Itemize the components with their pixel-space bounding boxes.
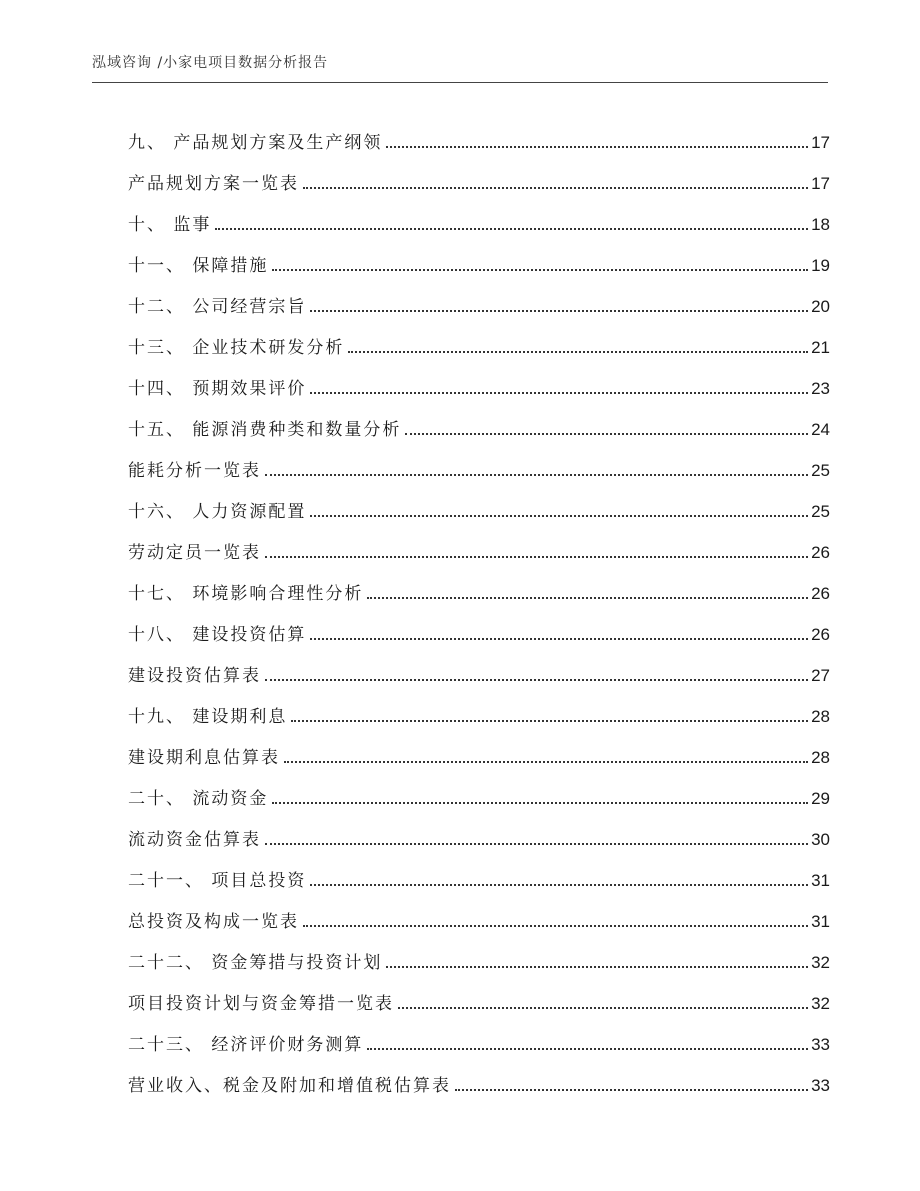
toc-leader-dots — [265, 843, 808, 845]
toc-leader-dots — [310, 515, 808, 517]
toc-leader-dots — [303, 187, 808, 189]
toc-entry-title: 十、 监事 — [128, 215, 212, 235]
toc-entry-title: 流动资金估算表 — [128, 830, 261, 850]
toc-entry-title: 十一、 保障措施 — [128, 256, 269, 276]
toc-entry[interactable] — [128, 858, 830, 899]
toc-entry-page-number: 33 — [811, 1076, 830, 1095]
toc-entry[interactable] — [128, 366, 830, 407]
toc-entry-title: 能耗分析一览表 — [128, 461, 261, 481]
toc-entry[interactable] — [128, 571, 830, 612]
toc-leader-dots — [215, 228, 808, 230]
toc-entry-title: 十八、 建设投资估算 — [128, 625, 307, 645]
toc-entry[interactable] — [128, 940, 830, 981]
toc-entry-page-number: 20 — [811, 297, 830, 316]
toc-leader-dots — [405, 433, 808, 435]
toc-entry-page-number: 21 — [811, 338, 830, 357]
toc-entry-title: 建设投资估算表 — [128, 666, 261, 686]
toc-entry-page-number: 26 — [811, 625, 830, 644]
toc-entry[interactable] — [128, 202, 830, 243]
toc-leader-dots — [386, 146, 808, 148]
toc-entry[interactable] — [128, 612, 830, 653]
toc-entry-page-number: 31 — [811, 912, 830, 931]
toc-entry[interactable] — [128, 243, 830, 284]
toc-entry-title: 项目投资计划与资金筹措一览表 — [128, 994, 394, 1014]
toc-entry-title: 十二、 公司经营宗旨 — [128, 297, 307, 317]
toc-entry[interactable] — [128, 653, 830, 694]
toc-leader-dots — [310, 392, 808, 394]
toc-entry-page-number: 26 — [811, 543, 830, 562]
toc-entry-page-number: 23 — [811, 379, 830, 398]
toc-entry-page-number: 24 — [811, 420, 830, 439]
toc-leader-dots — [284, 761, 808, 763]
toc-leader-dots — [265, 474, 808, 476]
toc-entry-title: 二十三、 经济评价财务测算 — [128, 1035, 364, 1055]
toc-leader-dots — [310, 310, 808, 312]
toc-leader-dots — [265, 679, 808, 681]
toc-leader-dots — [386, 966, 808, 968]
toc-leader-dots — [455, 1089, 808, 1091]
toc-entry[interactable] — [128, 1063, 830, 1104]
toc-leader-dots — [291, 720, 808, 722]
toc-entry-page-number: 18 — [811, 215, 830, 234]
toc-entry-title: 十九、 建设期利息 — [128, 707, 288, 727]
toc-entry-page-number: 17 — [811, 133, 830, 152]
toc-entry-page-number: 26 — [811, 584, 830, 603]
toc-leader-dots — [272, 802, 808, 804]
toc-entry-title: 十四、 预期效果评价 — [128, 379, 307, 399]
toc-entry-page-number: 17 — [811, 174, 830, 193]
toc-entry[interactable] — [128, 694, 830, 735]
toc-entry-page-number: 28 — [811, 748, 830, 767]
toc-entry-page-number: 19 — [811, 256, 830, 275]
toc-entry-title: 建设期利息估算表 — [128, 748, 280, 768]
toc-entry-title: 产品规划方案一览表 — [128, 174, 299, 194]
toc-entry[interactable] — [128, 817, 830, 858]
toc-entry[interactable] — [128, 530, 830, 571]
toc-entry-title: 二十二、 资金筹措与投资计划 — [128, 953, 383, 973]
toc-entry-page-number: 32 — [811, 994, 830, 1013]
toc-leader-dots — [398, 1007, 808, 1009]
toc-entry-page-number: 32 — [811, 953, 830, 972]
page-header: 泓域咨询 /小家电项目数据分析报告 — [92, 52, 828, 83]
toc-entry-page-number: 33 — [811, 1035, 830, 1054]
toc-entry[interactable] — [128, 325, 830, 366]
toc-entry[interactable] — [128, 735, 830, 776]
toc-entry-page-number: 25 — [811, 461, 830, 480]
toc-entry[interactable] — [128, 489, 830, 530]
toc-entry[interactable] — [128, 981, 830, 1022]
toc-entry-page-number: 27 — [811, 666, 830, 685]
toc-entry[interactable] — [128, 448, 830, 489]
toc-entry-title: 九、 产品规划方案及生产纲领 — [128, 133, 383, 153]
toc-entry[interactable] — [128, 284, 830, 325]
toc-entry-title: 十七、 环境影响合理性分析 — [128, 584, 364, 604]
toc-entry-title: 二十、 流动资金 — [128, 789, 269, 809]
toc-leader-dots — [348, 351, 808, 353]
toc-leader-dots — [310, 638, 808, 640]
toc-entry[interactable] — [128, 899, 830, 940]
toc-entry-title: 总投资及构成一览表 — [128, 912, 299, 932]
toc-leader-dots — [265, 556, 808, 558]
toc-leader-dots — [303, 925, 808, 927]
toc-entry[interactable] — [128, 776, 830, 817]
toc-leader-dots — [272, 269, 808, 271]
table-of-contents — [128, 120, 830, 1104]
toc-entry-title: 营业收入、税金及附加和增值税估算表 — [128, 1076, 451, 1096]
toc-entry-title: 十六、 人力资源配置 — [128, 502, 307, 522]
toc-leader-dots — [367, 597, 808, 599]
toc-entry[interactable] — [128, 161, 830, 202]
toc-entry-title: 劳动定员一览表 — [128, 543, 261, 563]
toc-entry-page-number: 28 — [811, 707, 830, 726]
toc-entry-title: 十五、 能源消费种类和数量分析 — [128, 420, 402, 440]
toc-leader-dots — [367, 1048, 808, 1050]
toc-entry[interactable] — [128, 407, 830, 448]
toc-entry-page-number: 31 — [811, 871, 830, 890]
toc-entry-page-number: 25 — [811, 502, 830, 521]
toc-entry-page-number: 29 — [811, 789, 830, 808]
toc-leader-dots — [310, 884, 808, 886]
toc-entry-title: 十三、 企业技术研发分析 — [128, 338, 345, 358]
toc-entry-title: 二十一、 项目总投资 — [128, 871, 307, 891]
toc-entry[interactable] — [128, 120, 830, 161]
toc-entry-page-number: 30 — [811, 830, 830, 849]
toc-entry[interactable] — [128, 1022, 830, 1063]
